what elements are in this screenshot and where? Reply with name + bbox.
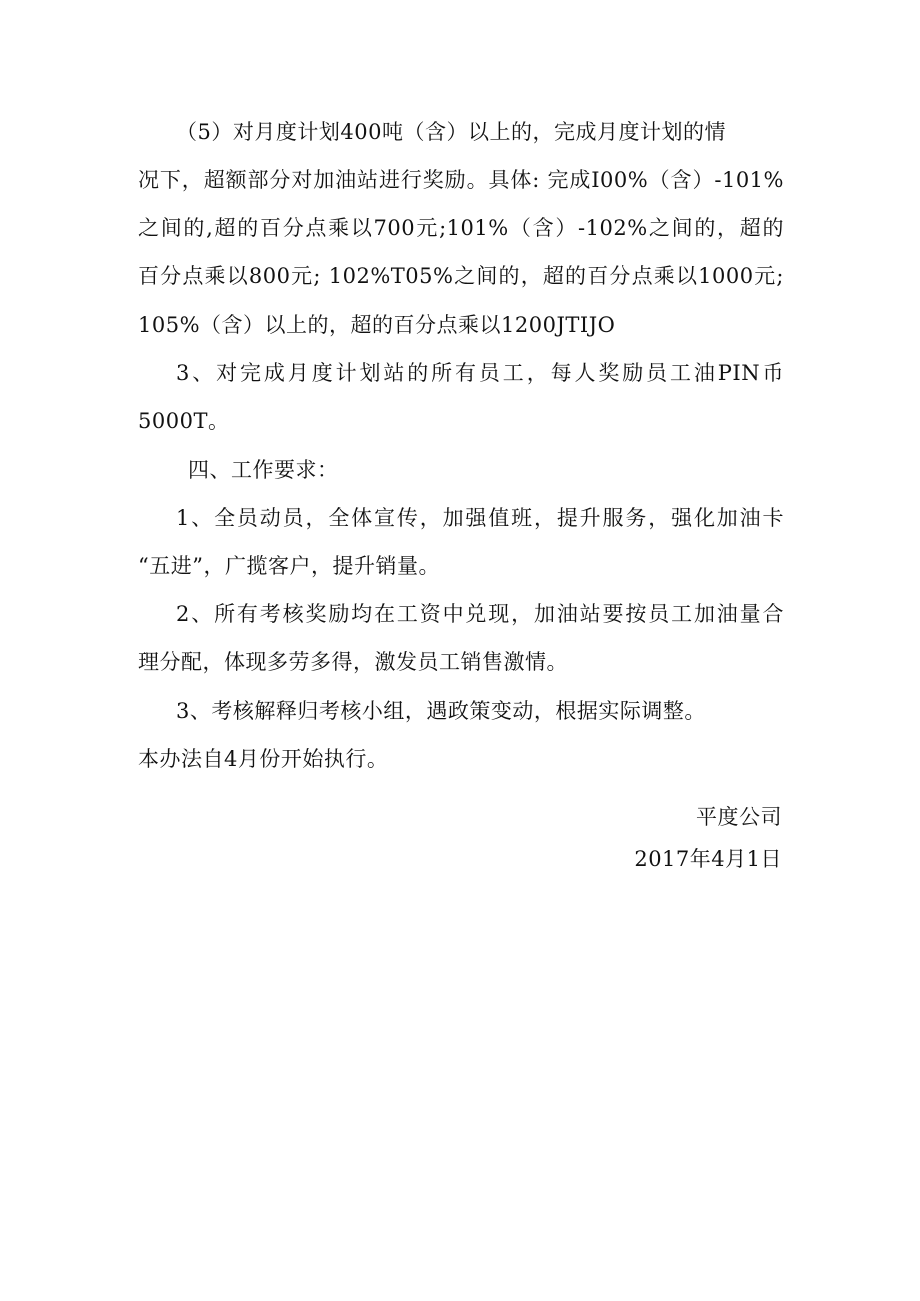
signature-company: 平度公司 (696, 805, 782, 829)
item-3-line-1: 3、考核解释归考核小组，遇政策变动，根据实际调整。 (176, 699, 706, 723)
section-4-heading: 四、工作要求： (188, 458, 339, 482)
para-5-line-2: 况下，超额部分对加油站进行奖励。具体: 完成I00%（含）-101% (138, 168, 784, 192)
item-2-line-1: 2、所有考核奖励均在工资中兑现，加油站要按员工加油量合 (176, 602, 784, 626)
para-3-line-2: 5000T。 (138, 409, 230, 433)
para-5-line-4: 百分点乘以800元; 102%T05%之间的，超的百分点乘以1000元; (138, 264, 784, 288)
para-3-line-1: 3、对完成月度计划站的所有员工，每人奖励员工油PIN币 (176, 361, 784, 385)
para-5-line-1: （5）对月度计划400吨（含）以上的，完成月度计划的情 (176, 120, 726, 144)
item-1-line-1: 1、全员动员，全体宣传，加强值班，提升服务，强化加油卡 (176, 506, 784, 530)
para-5-line-5: 105%（含）以上的，超的百分点乘以1200JTIJO (138, 313, 616, 337)
effective-date-statement: 本办法自4月份开始执行。 (138, 747, 389, 771)
signature-date: 2017年4月1日 (634, 847, 782, 871)
item-1-line-2: “五进”，广揽客户，提升销量。 (138, 554, 440, 578)
item-2-line-2: 理分配，体现多劳多得，激发员工销售激情。 (138, 650, 568, 674)
para-5-line-3: 之间的,超的百分点乘以700元;101%（含）-102%之间的，超的 (138, 216, 784, 240)
